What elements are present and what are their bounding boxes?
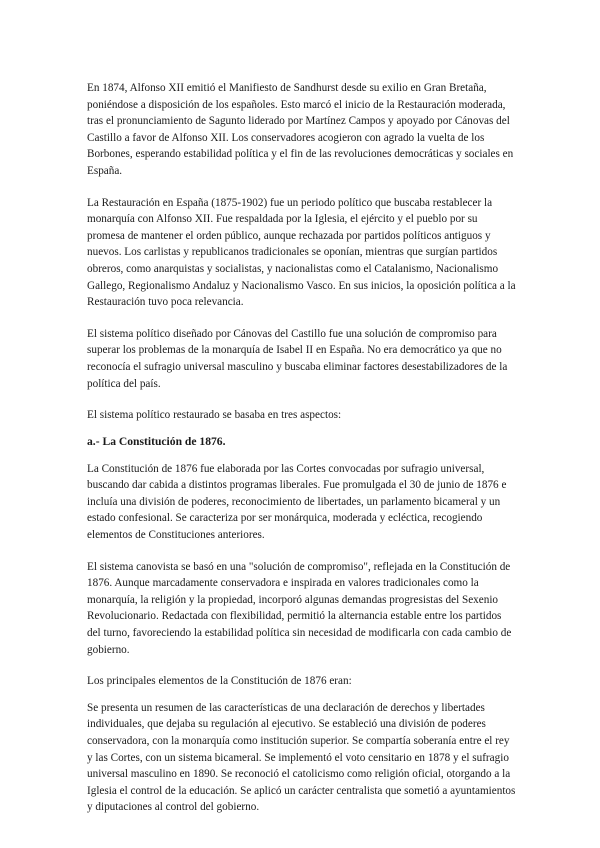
paragraph-elementos-intro: Los principales elementos de la Constitución de 1876 eran: xyxy=(87,675,352,688)
paragraph-sistema-canovas: El sistema político diseñado por Cánovas del Castillo fue una solución de compromiso para superar los problemas de la monarquía de Isabel II en España. No era democrático ya que no reconocía el sufragio universal masculino y buscaba eliminar factores desestabilizadores de la política del país. xyxy=(87,327,508,390)
paragraph-restauracion: La Restauración en España (1875-1902) fue un periodo político que buscaba restablecer la monarquía con Alfonso XII. Fue respaldada por la Iglesia, el ejército y el pueblo por su promesa de mantener el orden público, aunque rechazada por partidos políticos antiguos y nuevos. Los carlistas y republicanos tradicionales se oponían, mientras que surgían partidos obreros, como anarquistas y socialistas, y nacionalistas como el Catalanismo, Nacionalismo Gallego, Regionalismo Andaluz y Nacionalismo Vasco. En sus inicios, la oposición política a la Restauración tuvo poca relevancia. xyxy=(87,196,516,309)
paragraph-constitucion-elaboracion: La Constitución de 1876 fue elaborada por las Cortes convocadas por sufragio universal, buscando dar cabida a distintos programas liberales. Fue promulgada el 30 de junio de 1876 e incluía una división de poderes, reconocimiento de libertades, un parlamento bicameral y un estado confesional. Se caracteriza por ser monárquica, moderada y ecléctica, recogiendo elementos de Constituciones anteriores. xyxy=(87,462,507,542)
section-heading-constitucion: a.- La Constitución de 1876. xyxy=(87,434,226,448)
document-body xyxy=(87,80,517,831)
paragraph-tres-aspectos: El sistema político restaurado se basaba en tres aspectos: xyxy=(87,409,342,422)
paragraph-sistema-canovista: El sistema canovista se basó en una "solución de compromiso", reflejada en la Constitución de 1876. Aunque marcadamente conservadora e inspirada en valores tradicionales como la monarquía, la religión y la propiedad, incorporó algunas demandas progresistas del Sexenio Revolucionario. Redactada con flexibilidad, permitió la alternancia estable entre los partidos del turno, favoreciendo la estabilidad política sin necesidad de modificarla con cada cambio de gobierno. xyxy=(87,560,512,656)
paragraph-manifiesto-sandhurst: En 1874, Alfonso XII emitió el Manifiesto de Sandhurst desde su exilio en Gran Bretaña, poniéndose a disposición de los españoles. Esto marcó el inicio de la Restauración moderada, tras el pronunciamiento de Sagunto liderado por Martínez Campos y apoyado por Cánovas del Castillo a favor de Alfonso XII. Los conservadores acogieron con agrado la vuelta de los Borbones, esperando estabilidad política y el fin de las revoluciones democráticas y sociales en España. xyxy=(87,82,514,177)
paragraph-elementos-resumen: Se presenta un resumen de las características de una declaración de derechos y libertades individuales, que dejaba su regulación al ejecutivo. Se estableció una división de poderes conservadora, con la monarquía como institución superior. Se compartía soberanía entre el rey y las Cortes, con un sistema bicameral. Se implementó el voto censitario en 1878 y el sufragio universal masculino en 1890. Se reconoció el catolicismo como religión oficial, otorgando a la Iglesia el control de la educación. Se aplicó un carácter centralista que sometió a ayuntamientos y diputaciones al control del gobierno. xyxy=(87,701,516,814)
